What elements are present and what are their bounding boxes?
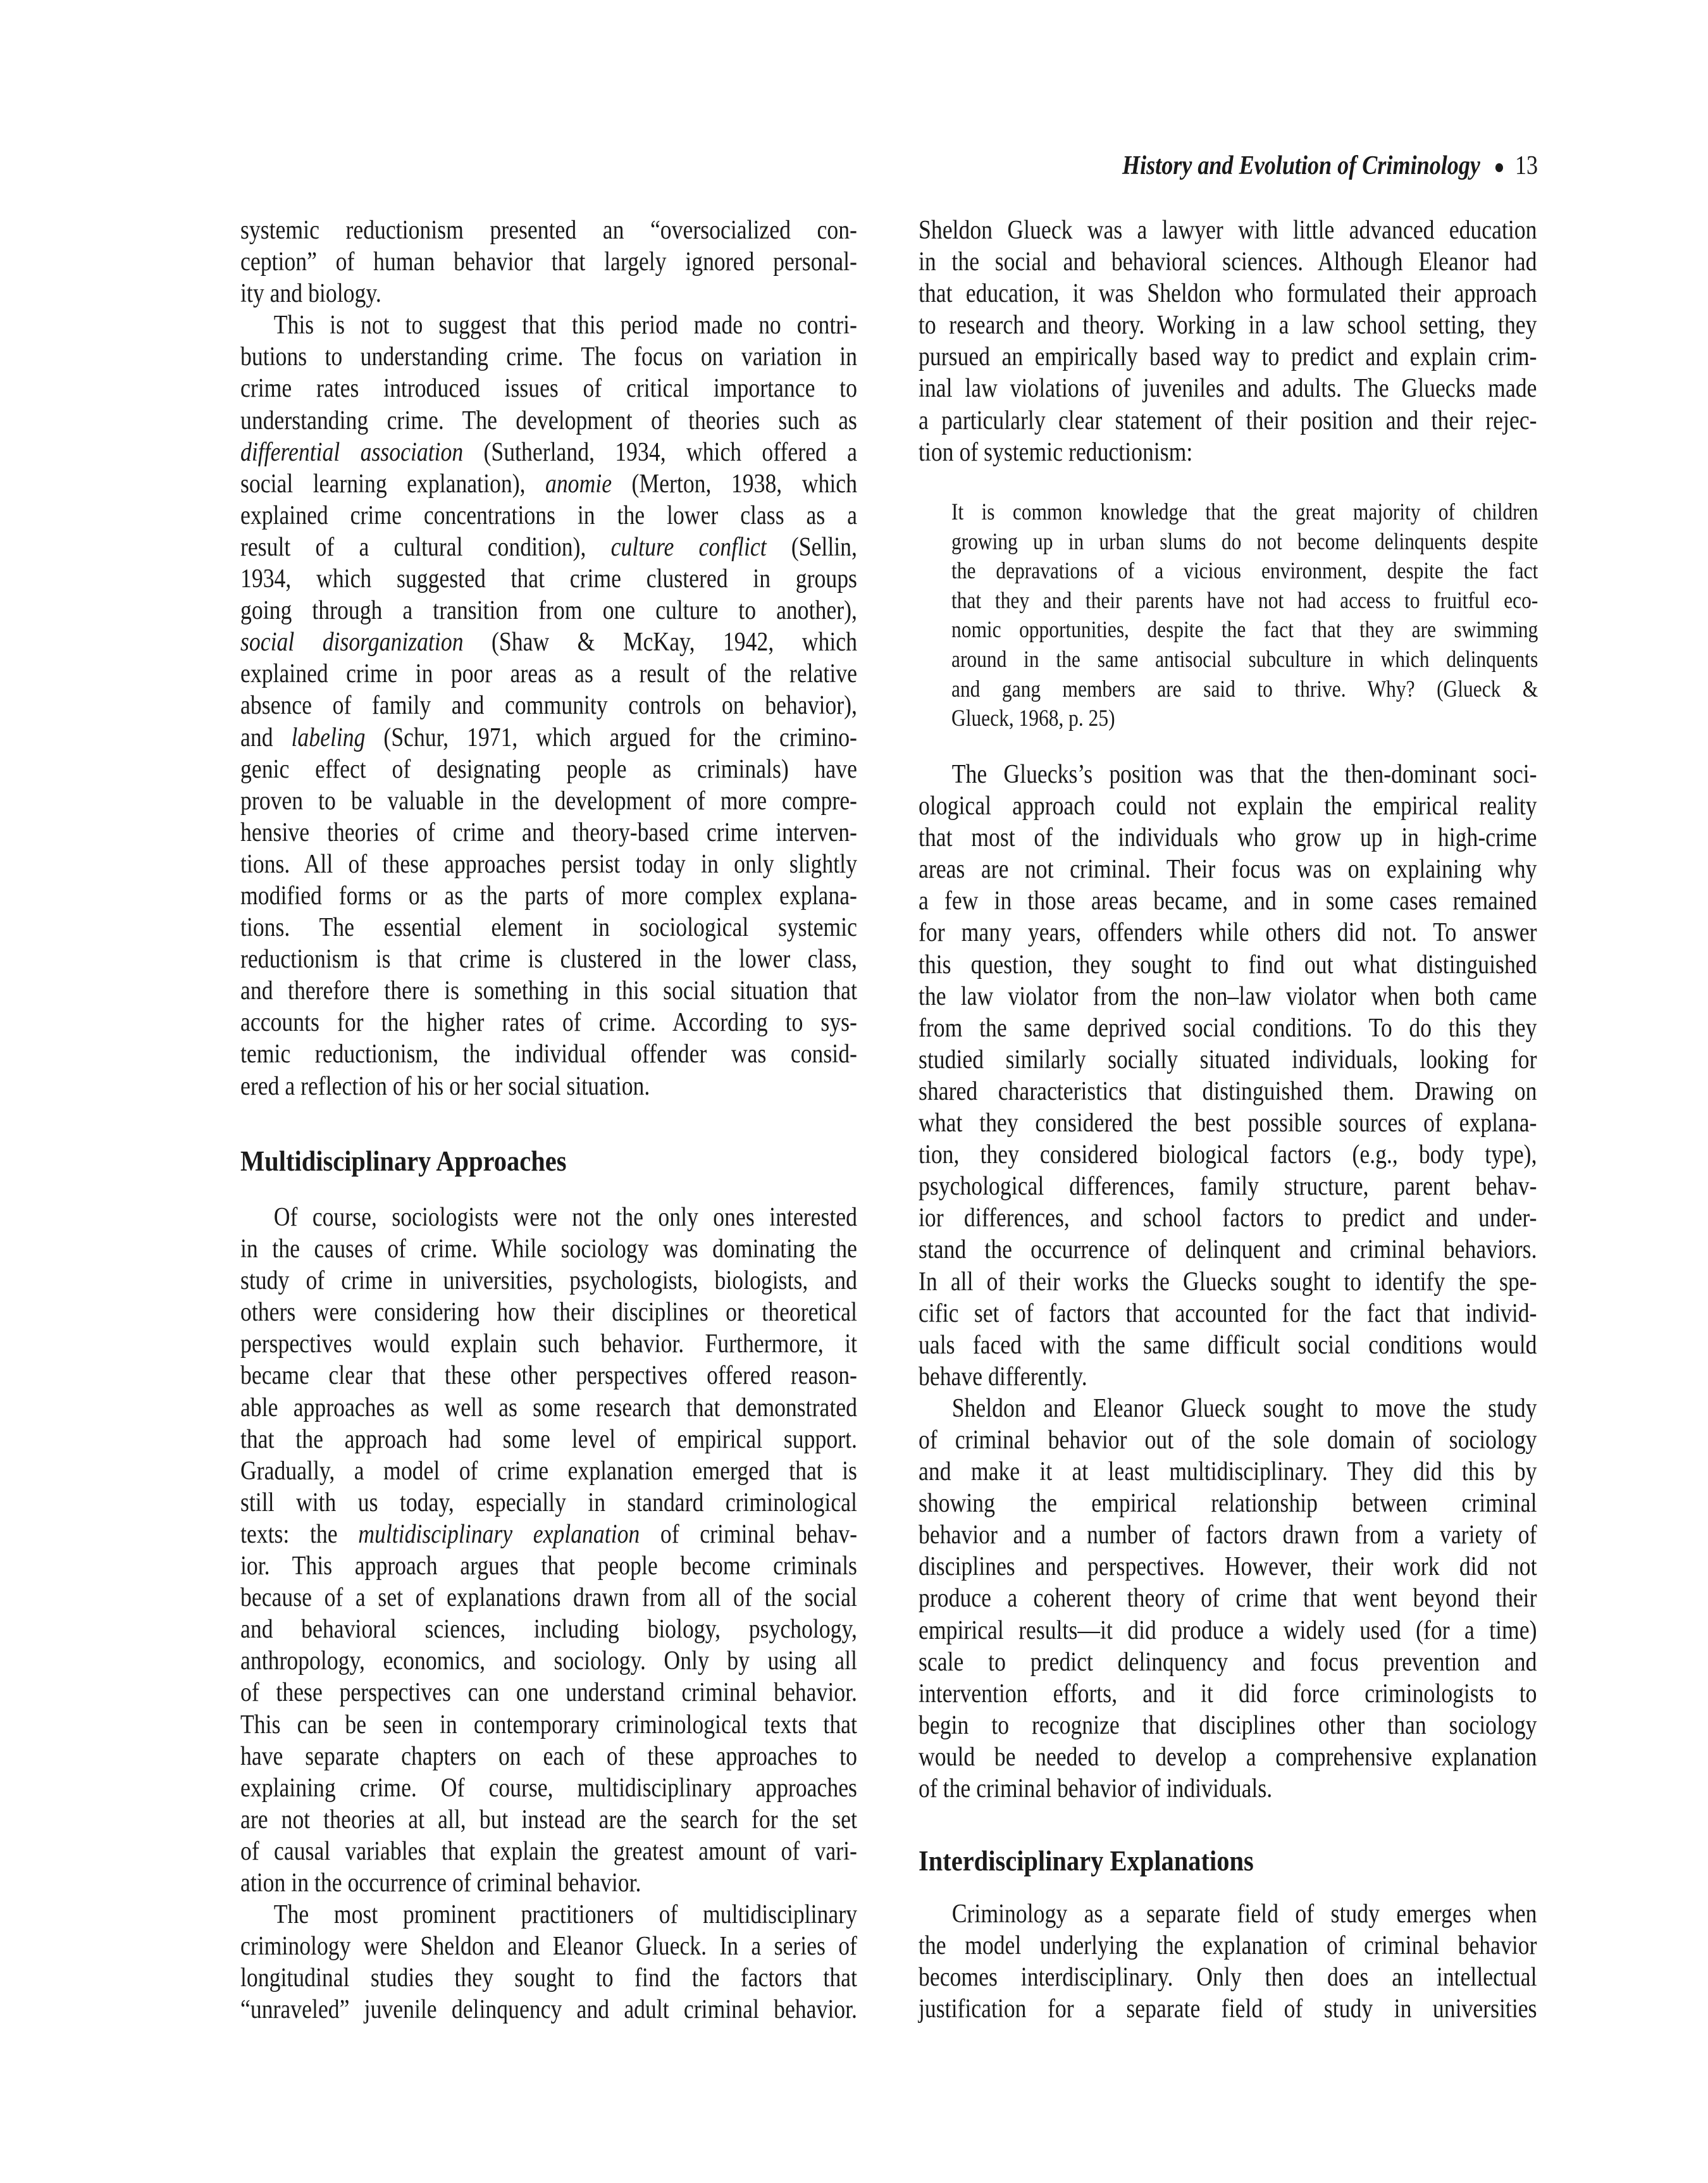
text-run: (Merton, 1938, which (612, 469, 857, 499)
section-heading-interdisciplinary: Interdisciplinary Explanations (919, 1844, 1254, 1877)
text-line: anthropology, economics, and sociology. Only by using all (240, 1646, 857, 1676)
text-line: reductionism is that crime is clustered in the lower class, (240, 945, 857, 974)
italic-term: anomie (545, 469, 612, 499)
left-column-bottom-text (240, 1202, 857, 2025)
text-line: Of course, sociologists were not the only ones interested (273, 1203, 857, 1232)
text-line: a particularly clear statement of their position and their rejec- (919, 406, 1537, 435)
text-line: to research and theory. Working in a law school setting, they (919, 311, 1537, 340)
text-line: In all of their works the Gluecks sought to identify the spe- (919, 1267, 1537, 1297)
text-line: longitudinal studies they sought to find the factors that (240, 1963, 857, 1993)
text-line: have separate chapters on each of these approaches to (240, 1741, 857, 1771)
text-line: still with us today, especially in standard criminological (240, 1488, 857, 1517)
text-line: showing the empirical relationship between criminal (919, 1489, 1537, 1519)
text-line: Glueck, 1968, p. 25) (951, 706, 1115, 732)
text-line: tions. The essential element in sociological systemic (240, 913, 857, 943)
paragraph (919, 1898, 1537, 2025)
text-line: The most prominent practitioners of multidisciplinary (273, 1900, 857, 1930)
text-line: accounts for the higher rates of crime. According to sys- (240, 1008, 857, 1038)
bullet-icon (1495, 163, 1503, 172)
text-line: produce a coherent theory of crime that went beyond their (919, 1584, 1537, 1614)
text-run: of criminal behav- (640, 1519, 857, 1549)
text-line: hensive theories of crime and theory-based crime interven- (240, 818, 857, 847)
text-line: ological approach could not explain the empirical reality (919, 792, 1537, 821)
text-run: (Shaw & McKay, 1942, which (463, 628, 857, 657)
italic-term: social disorganization (240, 628, 464, 657)
italic-term: differential association (240, 437, 464, 467)
text-line: explained crime in poor areas as a result of the relative (240, 659, 857, 689)
section-heading-multidisciplinary: Multidisciplinary Approaches (240, 1145, 567, 1177)
text-line: explaining crime. Of course, multidisciplinary approaches (240, 1773, 857, 1803)
text-line: study of crime in universities, psychologists, biologists, and (240, 1266, 857, 1296)
text-line: because of a set of explanations drawn from all of the social (240, 1583, 857, 1613)
running-head (1122, 151, 1538, 181)
paragraph (240, 1202, 857, 1899)
text-line: perspectives would explain such behavior. Furthermore, it (240, 1329, 857, 1359)
text-line: ity and biology. (240, 279, 381, 309)
right-column-top-text (919, 215, 1537, 468)
italic-term: culture conflict (610, 532, 767, 562)
text-line: tion of systemic reductionism: (919, 437, 1193, 467)
text-line: stand the occurrence of delinquent and criminal behaviors. (919, 1235, 1537, 1265)
paragraph (919, 1393, 1537, 1805)
text-line: It is common knowledge that the great majority of children (951, 499, 1538, 525)
text-line: This can be seen in contemporary criminological texts that (240, 1710, 857, 1739)
text-line: able approaches as well as some research that demonstrated (240, 1393, 857, 1422)
text-run: social learning explanation), (240, 469, 545, 499)
text-line: and therefore there is something in this social situation that (240, 976, 857, 1006)
text-line: tion, they considered biological factors (e.g., body type), (919, 1140, 1537, 1170)
text-line: what they considered the best possible sources of explana- (919, 1109, 1537, 1138)
text-line: The Gluecks’s position was that the then-dominant soci- (951, 760, 1537, 789)
text-line: the law violator from the non–law violator when both came (919, 981, 1537, 1011)
paragraph (951, 498, 1538, 734)
text-line: inal law violations of juveniles and adults. The Gluecks made (919, 374, 1537, 404)
text-line: becomes interdisciplinary. Only then does an intellectual (919, 1963, 1537, 1993)
text-line: proven to be valuable in the development of more compre- (240, 786, 857, 816)
text-line: disciplines and perspectives. However, their work did not (919, 1552, 1537, 1582)
text-line: of these perspectives can one understand criminal behavior. (240, 1678, 857, 1708)
text-line: behave differently. (919, 1362, 1087, 1391)
text-line: around in the same antisocial subculture in which delinquents (951, 646, 1538, 673)
page-number: 13 (1514, 151, 1538, 180)
running-head-title: History and Evolution of Criminology (1122, 151, 1480, 180)
text-line: this question, they sought to find out what distinguished (919, 950, 1537, 980)
text-line: behavior and a number of factors drawn from a variety of (919, 1521, 1537, 1550)
text-line: Sheldon Glueck was a lawyer with little advanced education (919, 216, 1537, 245)
text-line: from the same deprived social conditions. To do this they (919, 1013, 1537, 1043)
text-line: are not theories at all, but instead are the search for the set (240, 1805, 857, 1834)
text-line: the depravations of a vicious environment, despite the fact (951, 558, 1538, 585)
text-line: absence of family and community controls on behavior), (240, 691, 857, 721)
text-line: areas are not criminal. Their focus was on explaining why (919, 855, 1537, 885)
text-line: Criminology as a separate field of study emerges when (951, 1900, 1537, 1929)
text-line: ception” of human behavior that largely ignored personal- (240, 247, 857, 277)
paragraph (240, 309, 857, 1102)
text-line: cific set of factors that accounted for the fact that individ- (919, 1298, 1537, 1328)
text-line: Sheldon and Eleanor Glueck sought to move the study (951, 1393, 1537, 1423)
right-column-bottom-text (919, 1898, 1537, 2025)
paragraph (919, 215, 1537, 468)
text-line: and behavioral sciences, including biology, psychology, (240, 1615, 857, 1645)
text-run: and (240, 723, 292, 752)
text-line: and make it at least multidisciplinary. They did this by (919, 1457, 1537, 1487)
text-line: that education, it was Sheldon who formulated their approach (919, 279, 1537, 309)
text-line: studied similarly socially situated individuals, looking for (919, 1045, 1537, 1074)
text-line: growing up in urban slums do not become delinquents despite (951, 528, 1538, 555)
text-line: in the social and behavioral sciences. Although Eleanor had (919, 247, 1537, 277)
text-line: a few in those areas became, and in some cases remained (919, 886, 1537, 916)
text-line: temic reductionism, the individual offender was consid- (240, 1040, 857, 1069)
block-quote (951, 498, 1538, 734)
text-line (240, 1519, 857, 1550)
text-line: shared characteristics that distinguished them. Drawing on (919, 1076, 1537, 1106)
text-line: understanding crime. The development of theories such as (240, 406, 857, 435)
text-line: criminology were Sheldon and Eleanor Glueck. In a series of (240, 1932, 857, 1962)
text-line (240, 626, 857, 658)
text-run: result of a cultural condition), (240, 532, 611, 562)
text-line: in the causes of crime. While sociology was dominating the (240, 1235, 857, 1264)
text-line: crime rates introduced issues of critical importance to (240, 374, 857, 404)
text-line: going through a transition from one culture to another), (240, 596, 857, 626)
text-line: genic effect of designating people as criminals) have (240, 754, 857, 784)
text-run: (Schur, 1971, which argued for the crimino- (365, 723, 857, 752)
text-line: of criminal behavior out of the sole domain of sociology (919, 1425, 1537, 1455)
text-run: (Sellin, (766, 532, 857, 562)
text-line: intervention efforts, and it did force criminologists to (919, 1679, 1537, 1708)
text-line: begin to recognize that disciplines other than sociology (919, 1710, 1537, 1740)
text-line (240, 468, 857, 500)
text-line: systemic reductionism presented an “oversocialized con- (240, 216, 857, 245)
text-line: ior. This approach argues that people become criminals (240, 1552, 857, 1581)
text-line: explained crime concentrations in the lower class as a (240, 501, 857, 530)
text-line: ior differences, and school factors to predict and under- (919, 1203, 1537, 1233)
right-column-middle-text (919, 759, 1537, 1805)
text-line (240, 532, 857, 563)
text-line: Gradually, a model of crime explanation emerged that is (240, 1456, 857, 1486)
paragraph (240, 215, 857, 309)
text-line (240, 437, 857, 468)
paragraph (240, 1899, 857, 2025)
text-line: pursued an empirically based way to predict and explain crim- (919, 342, 1537, 372)
text-line: for many years, offenders while others did not. To answer (919, 918, 1537, 948)
left-column-top-text (240, 215, 857, 1102)
text-line: butions to understanding crime. The focus on variation in (240, 342, 857, 372)
text-line: nomic opportunities, despite the fact that they are swimming (951, 617, 1538, 644)
text-line: of causal variables that explain the greatest amount of vari- (240, 1836, 857, 1866)
text-line: uals faced with the same difficult social conditions would (919, 1330, 1537, 1360)
text-line: that they and their parents have not had access to fruitful eco- (951, 587, 1538, 614)
text-line: ered a reflection of his or her social situation. (240, 1071, 650, 1101)
text-run: texts: the (240, 1519, 359, 1549)
text-line: modified forms or as the parts of more complex explana- (240, 881, 857, 911)
paragraph (919, 759, 1537, 1393)
text-line (240, 722, 857, 754)
text-line: scale to predict delinquency and focus prevention and (919, 1647, 1537, 1677)
text-line: justification for a separate field of study in universities (919, 1994, 1537, 2024)
text-line: and gang members are said to thrive. Why? (Glueck & (951, 676, 1538, 702)
text-line: that most of the individuals who grow up in high-crime (919, 823, 1537, 853)
text-line: ation in the occurrence of criminal behavior. (240, 1868, 641, 1898)
italic-term: multidisciplinary explanation (358, 1519, 640, 1549)
text-line: others were considering how their disciplines or theoretical (240, 1298, 857, 1328)
text-line: empirical results—it did produce a widely used (for a time) (919, 1615, 1537, 1645)
text-line: became clear that these other perspectives offered reason- (240, 1361, 857, 1391)
text-line: “unraveled” juvenile delinquency and adult criminal behavior. (240, 1995, 857, 2025)
text-line: 1934, which suggested that crime clustered in groups (240, 564, 857, 594)
text-line: of the criminal behavior of individuals. (919, 1774, 1273, 1803)
text-line: tions. All of these approaches persist today in only slightly (240, 849, 857, 879)
italic-term: labeling (291, 723, 366, 752)
text-line: This is not to suggest that this period made no contri- (273, 311, 857, 340)
text-line: psychological differences, family structure, parent behav- (919, 1172, 1537, 1202)
text-run: (Sutherland, 1934, which offered a (463, 437, 857, 467)
text-line: would be needed to develop a comprehensive explanation (919, 1742, 1537, 1772)
text-line: that the approach had some level of empirical support. (240, 1424, 857, 1454)
text-line: the model underlying the explanation of criminal behavior (919, 1931, 1537, 1961)
